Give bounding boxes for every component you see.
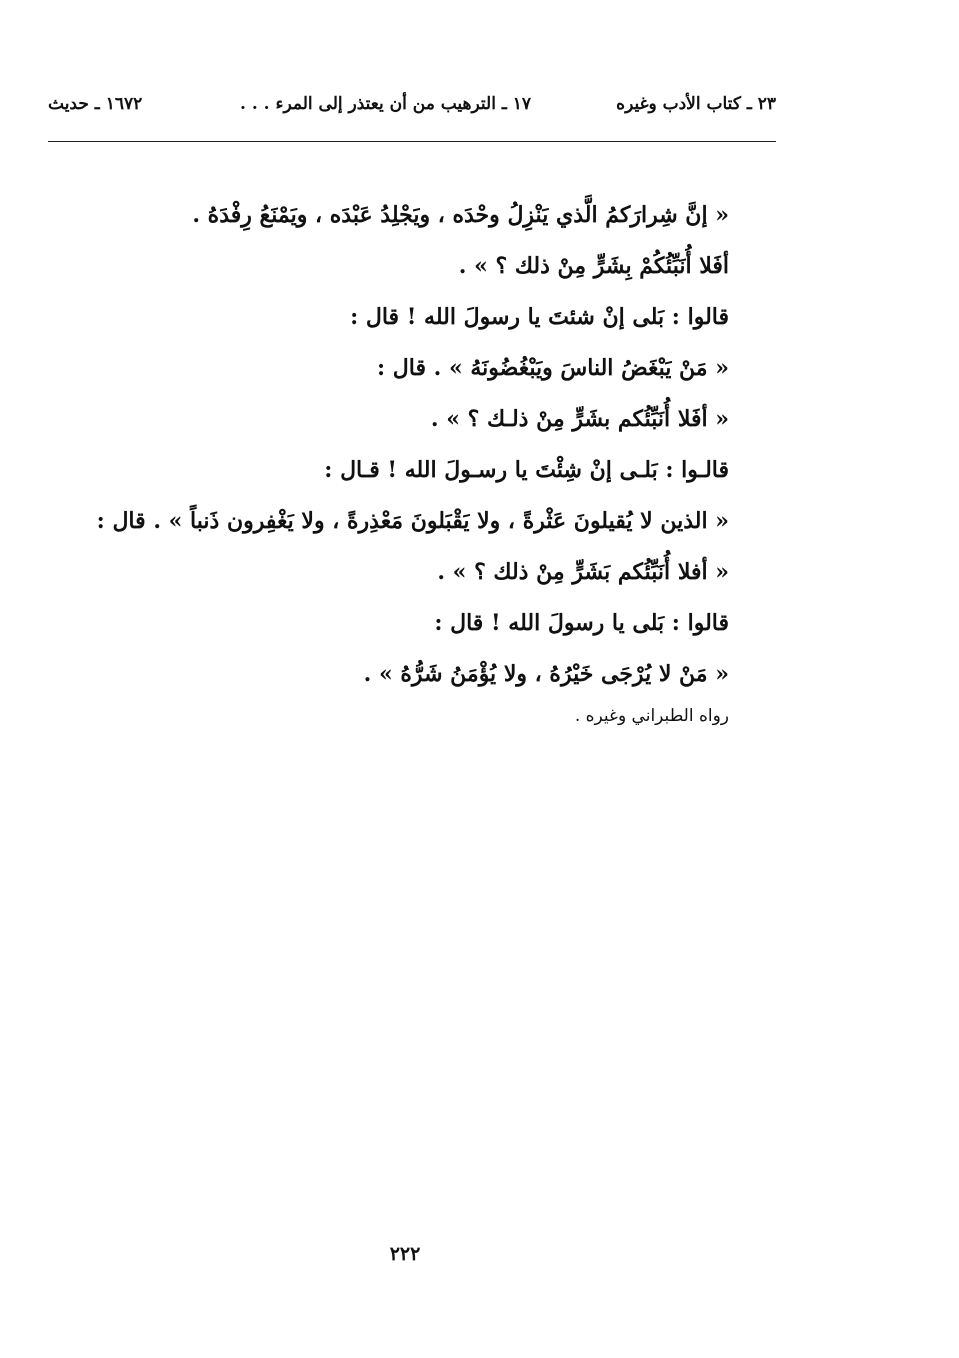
- text-line: « أفلا أُنَبِّئُكم بَشَرٍّ مِنْ ذلك ؟ » .: [437, 559, 729, 585]
- text-line: « مَنْ يَبْغَضُ الناسَ ويَبْغُضُونَهُ » . قال :: [377, 355, 729, 381]
- text-line: « أفَلا أُنَبِّئُكم بشَرٍّ مِنْ ذلـك ؟ » .: [430, 406, 729, 432]
- text-line: قالوا : بَلى إنْ شئتَ يا رسولَ الله ! قال :: [350, 304, 729, 330]
- header-hadith-number: ١٦٧٢ ـ حديث: [48, 94, 143, 114]
- text-line: « إنَّ شِرارَكمُ الَّذي يَنْزِلُ وحْدَه ، ويَجْلِدُ عَبْدَه ، ويَمْنَعُ رِفْدَهُ .: [192, 202, 729, 228]
- text-line: « مَنْ لا يُرْجَى خَيْرُهُ ، ولا يُؤْمَنُ شَرُّهُ » .: [363, 661, 729, 687]
- page-number: ٢٢٢: [389, 1243, 421, 1265]
- header-chapter-title: ١٧ ـ الترهيب من أن يعتذر إلى المرء . . .: [239, 94, 531, 114]
- header-divider: [48, 141, 776, 142]
- running-header: [48, 94, 776, 124]
- text-line: قالوا : بَلى يا رسولَ الله ! قال :: [434, 610, 729, 636]
- text-line: قالـوا : بَلـى إنْ شِئْتَ يا رسـولَ الله ! قـال :: [324, 457, 729, 483]
- hadith-text: [49, 190, 729, 700]
- header-book-title: ٢٣ ـ كتاب الأدب وغيره: [616, 94, 776, 114]
- text-line: أفَلا أُنَبِّئُكُمْ بِشَرٍّ مِنْ ذلك ؟ » .: [458, 253, 729, 279]
- source-attribution: رواه الطبراني وغيره .: [574, 706, 729, 726]
- text-line: « الذين لا يُقيلونَ عَثْرةً ، ولا يَقْبَلونَ مَعْذِرةً ، ولا يَغْفِرون ذَنباً » . قال :: [96, 508, 729, 534]
